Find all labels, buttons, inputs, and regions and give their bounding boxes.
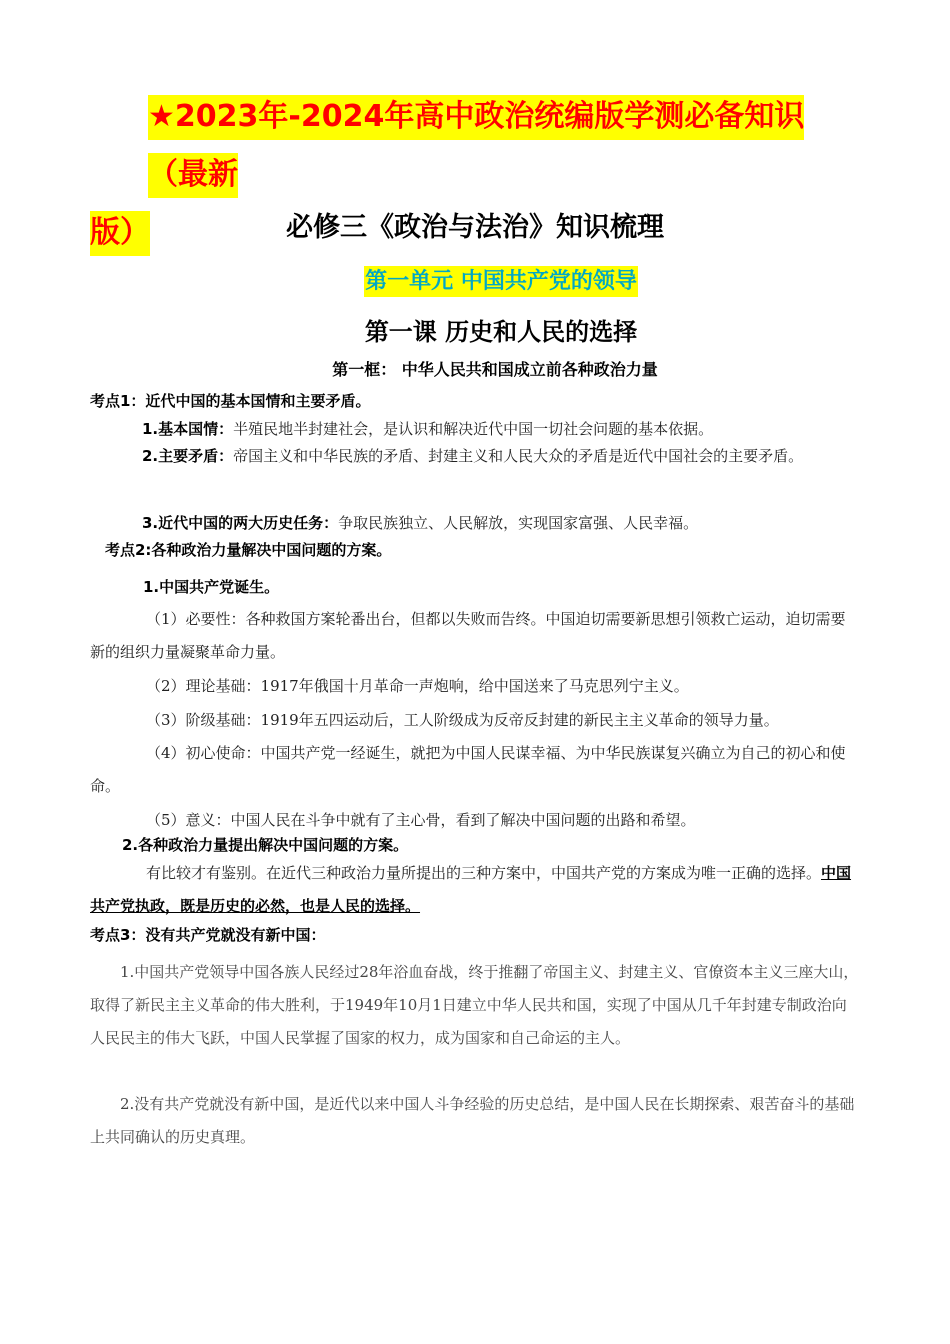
kaodian2-title: 考点2:各种政治力量解决中国问题的方案。 (105, 541, 392, 559)
kaodian2-sub2-text: 有比较才有鉴别。在近代三种政治力量所提出的三种方案中，中国共产党的方案成为唯一正确的选择。 (146, 864, 822, 882)
kaodian1-item-2-label: 2.主要矛盾： (142, 447, 234, 465)
kaodian2-point-4: （4）初心使命：中国共产党一经诞生，就把为中国人民谋幸福、为中华民族谋复兴确立为自己的初心和使命。 (90, 744, 846, 795)
kaodian3-title: 考点3：没有共产党就没有新中国： (90, 926, 326, 944)
kaodian1-item-1-text: 半殖民地半封建社会，是认识和解决近代中国一切社会问题的基本依据。 (233, 420, 714, 438)
kaodian2-point-2: （2）理论基础：1917年俄国十月革命一声炮响，给中国送来了马克思列宁主义。 (146, 677, 689, 695)
kaodian1-item-3 (90, 507, 860, 540)
star-icon: ★ (148, 99, 175, 134)
kaodian1-title: 考点1：近代中国的基本国情和主要矛盾。 (90, 392, 371, 410)
main-title-line1: 2023年-2024年高中政治统编版学测必备知识（最新 (148, 99, 805, 192)
kaodian2-point-5: （5）意义：中国人民在斗争中就有了主心骨，看到了解决中国问题的出路和希望。 (146, 811, 696, 829)
unit-title-text: 第一单元 中国共产党的领导 (364, 266, 638, 297)
subject-title: 必修三《政治与法治》知识梳理 (286, 212, 664, 243)
kaodian2-sub2: 2.各种政治力量提出解决中国问题的方案。 (122, 836, 409, 854)
kaodian3-para-2: 2.没有共产党就没有新中国，是近代以来中国人斗争经验的历史总结，是中国人民在长期探索、艰苦奋斗的基础上共同确认的历史真理。 (90, 1095, 855, 1146)
kaodian1-item-1-label: 1.基本国情： (142, 420, 234, 438)
kaodian1-item-3-label: 3.近代中国的两大历史任务： (142, 514, 339, 532)
kaodian3-para-1: 1.中国共产党领导中国各族人民经过28年浴血奋战，终于推翻了帝国主义、封建主义、官僚资本主义三座大山，取得了新民主主义革命的伟大胜利，于1949年10月1日建立中华人民共和国，实现了中国从几千年封建专制政治向人民民主的伟大飞跃，中国人民掌握了国家的权力，成为国家和自己命运的主人。 (90, 963, 859, 1047)
kaodian2-point-1: （1）必要性：各种救国方案轮番出台，但都以失败而告终。中国迫切需要新思想引领救亡运动，迫切需要新的组织力量凝聚革命力量。 (90, 610, 846, 661)
lesson-title: 第一课 历史和人民的选择 (364, 318, 638, 346)
kaodian2-point-3: （3）阶级基础：1919年五四运动后，工人阶级成为反帝反封建的新民主主义革命的领导力量。 (146, 711, 779, 729)
kaodian2-sub1: 1.中国共产党诞生。 (143, 578, 280, 596)
unit-title (0, 264, 950, 295)
kaodian1-item-2 (90, 440, 860, 473)
frame-title: 第一框： 中华人民共和国成立前各种政治力量 (332, 360, 658, 379)
kaodian1-item-2-text: 帝国主义和中华民族的矛盾、封建主义和人民大众的矛盾是近代中国社会的主要矛盾。 (233, 447, 804, 465)
kaodian2-sub2-paragraph (90, 857, 860, 923)
kaodian2-sub2-emphasis: 中国共产党执政，既是历史的必然，也是人民的选择。 (90, 864, 852, 915)
kaodian1-item-3-text: 争取民族独立、人民解放，实现国家富强、人民幸福。 (338, 514, 699, 532)
main-title-line2: 版） (90, 211, 150, 256)
